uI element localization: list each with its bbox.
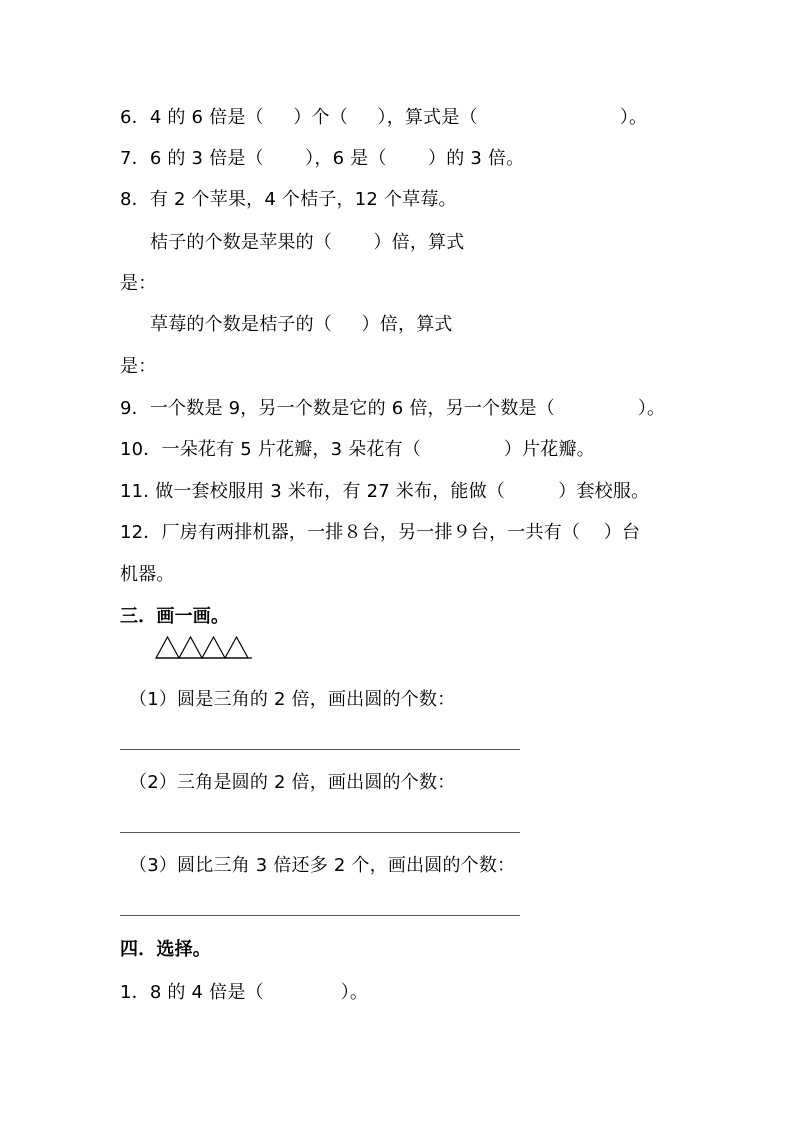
draw-prompt-3: （3）圆比三角 3 倍还多 2 个，画出圆的个数： <box>129 855 516 876</box>
triangle-icon <box>179 637 202 658</box>
question-8-part-b: 草莓的个数是桔子的（ ）倍，算式 <box>150 314 453 335</box>
draw-prompt-2: （2）三角是圆的 2 倍，画出圆的个数： <box>129 772 456 793</box>
answer-line-1[interactable] <box>120 749 520 750</box>
triangle-icon <box>156 637 179 658</box>
choice-question-1: 1．8 的 4 倍是（ ）。 <box>120 982 369 1003</box>
triangle-row-icon <box>155 636 255 664</box>
question-8-part-b-continued: 是： <box>120 356 157 377</box>
question-8-part-a: 桔子的个数是苹果的（ ）倍，算式 <box>150 232 465 253</box>
question-8-part-a-continued: 是： <box>120 273 157 294</box>
draw-prompt-1: （1）圆是三角的 2 倍，画出圆的个数： <box>129 689 456 710</box>
triangle-icon <box>202 637 225 658</box>
question-9: 9．一个数是 9，另一个数是它的 6 倍，另一个数是（ ）。 <box>120 398 666 419</box>
question-8: 8．有 2 个苹果，4 个桔子，12 个草莓。 <box>120 189 457 210</box>
question-7: 7．6 的 3 倍是（ ），6 是（ ）的 3 倍。 <box>120 148 525 169</box>
question-11: 11. 做一套校服用 3 米布，有 27 米布，能做（ ）套校服。 <box>120 481 650 502</box>
section-3-heading: 三．画一画。 <box>120 606 230 627</box>
question-10: 10．一朵花有 5 片花瓣，3 朵花有（ ）片花瓣。 <box>120 439 595 460</box>
section-4-heading: 四．选择。 <box>120 939 211 960</box>
question-6: 6．4 的 6 倍是（ ）个（ ），算式是（ ）。 <box>120 107 648 128</box>
question-12: 12．厂房有两排机器，一排８台，另一排９台，一共有（ ）台 <box>120 522 641 543</box>
triangle-icon <box>225 637 248 658</box>
answer-line-3[interactable] <box>120 915 520 916</box>
question-12-continued: 机器。 <box>120 564 175 585</box>
answer-line-2[interactable] <box>120 832 520 833</box>
